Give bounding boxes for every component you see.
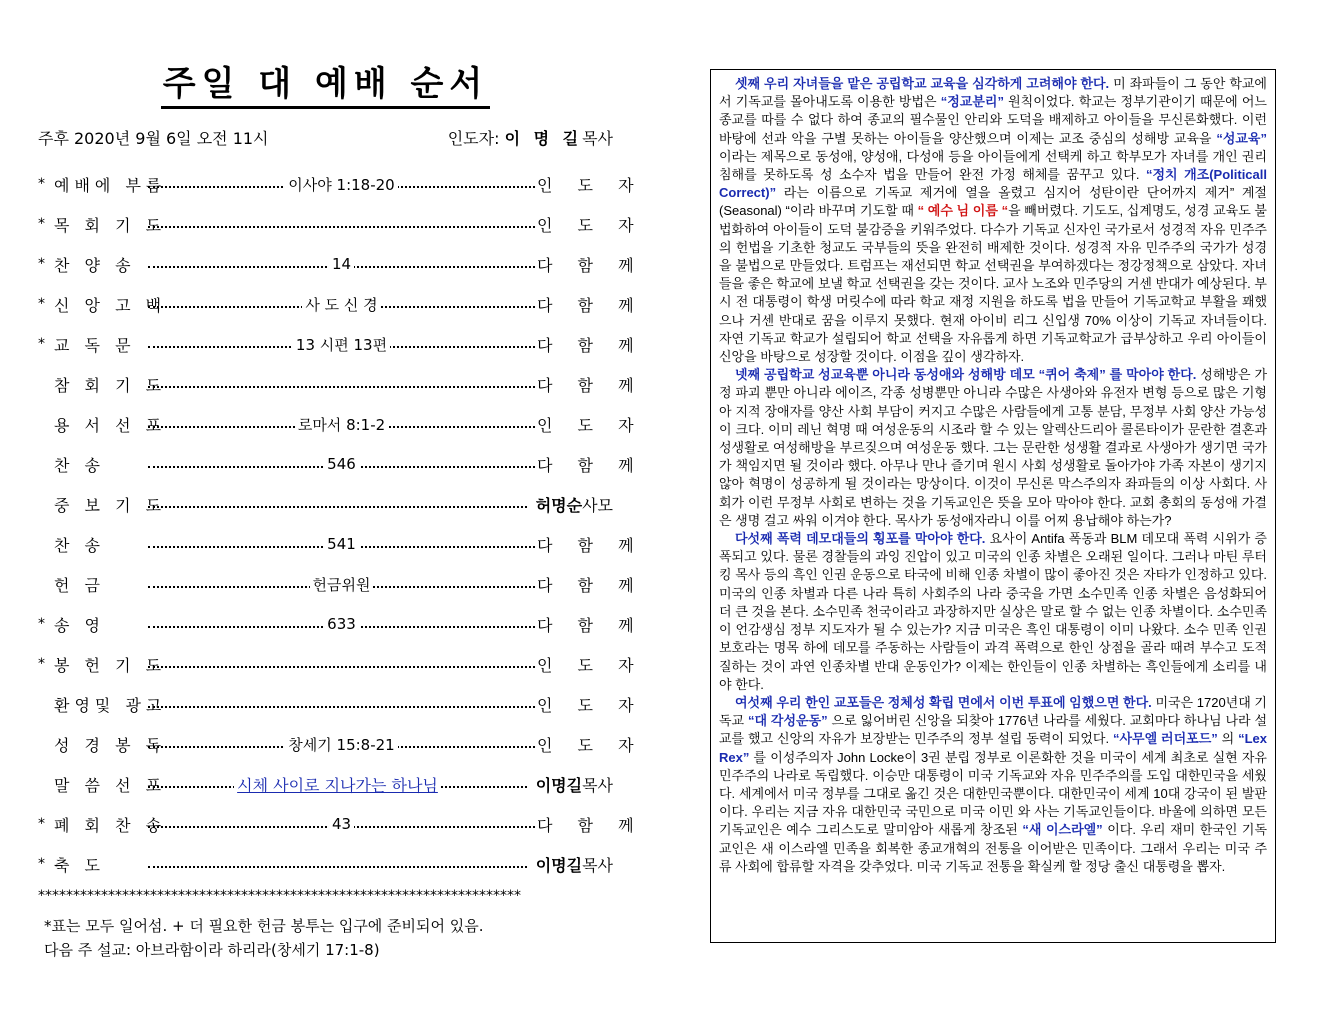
dotted-leader <box>146 814 537 834</box>
order-presenter: 인 도 자 <box>537 655 644 675</box>
order-row <box>38 284 644 324</box>
order-value: 로마서 8:1-2 <box>295 414 388 435</box>
dotted-leader <box>146 374 537 394</box>
leader <box>448 126 613 148</box>
order-row <box>38 204 644 244</box>
dotted-leader <box>146 694 537 714</box>
standing-note: *표는 모두 일어섬. + 더 필요한 헌금 봉투는 입구에 준비되어 있음. <box>44 917 484 935</box>
leader-label: 인도자: <box>447 129 500 148</box>
order-item-label: 봉 헌 기 도 <box>54 655 167 675</box>
dotted-leader <box>146 414 537 434</box>
order-value: 14 <box>329 255 354 273</box>
leader-name: 이 명 길 <box>504 129 583 148</box>
order-row <box>38 804 644 844</box>
order-item-label: 신 앙 고 백 <box>54 295 167 315</box>
dotted-leader <box>146 214 537 234</box>
order-row <box>38 244 644 284</box>
dotted-leader <box>146 614 537 634</box>
worship-order-panel <box>38 62 644 962</box>
order-presenter: 이명길목사 <box>535 855 613 875</box>
order-row <box>38 164 644 204</box>
order-value: 541 <box>324 535 359 553</box>
order-presenter: 다 함 께 <box>537 615 644 635</box>
order-presenter: 허명순사모 <box>535 495 613 515</box>
order-item-label: 헌 금 <box>54 575 105 595</box>
dotted-leader <box>146 294 537 314</box>
order-row <box>38 324 644 364</box>
standing-mark: * <box>38 616 45 632</box>
order-presenter: 인 도 자 <box>537 415 644 435</box>
order-value: 헌금위원 <box>310 574 374 595</box>
dotted-leader <box>146 654 537 674</box>
dotted-leader <box>146 454 537 474</box>
order-presenter: 다 함 께 <box>537 535 644 555</box>
order-presenter: 다 함 께 <box>537 375 644 395</box>
order-value: 13 시편 13편 <box>293 334 390 355</box>
order-presenter: 다 함 께 <box>537 815 644 835</box>
article-paragraph-3: 다섯째 폭력 데모대들의 횡포를 막아야 한다. 요사이 Antifa 폭동과 BLM 데모대 폭력 시위가 증폭되고 있다. 물론 경찰들의 과잉 진압이 있고 미국의 인종 차별은 오래된 일이다. 그러나 마틴 루터 킹 목사 등의 흑인 인권 운동으로 타국에 비해 인종 차별이 많이 좋아진 것은 자타가 인정하고 있다. 미국의 인종 차별과 다른 나라 특히 사회주의 나라 중국을 가면 소수민족 인종 차별은 음성화되어 더 큰 것을 본다. 소수민족 천국이라고 과장하지만 실상은 말로 할 수 없는 인종 차별이다. 소수민족이 언감생심 정부 지도자가 될 수 있는가? 지금 미국은 흑인 대통령이 이미 나왔다. 소수 민족 인권 보호라는 명목 하에 데모를 주동하는 사람들이 과격 폭력으로 한인 상점을 골라 때려 부수고 도적질하는 것이 과연 인종차별 반대 운동인가? 이제는 한인들이 인종 차별하는 흑인들에게 소리를 내야 한다. <box>719 531 1267 692</box>
service-date: 주후 2020년 9월 6일 오전 11시 <box>38 129 269 148</box>
article-paragraph-1: 셋째 우리 자녀들을 맡은 공립학교 교육을 심각하게 고려해야 한다. 미 좌파들이 그 동안 학교에서 기독교를 몰아내도록 이용한 방법은 “정교분리” 원칙이었다. 학교는 정부기관이기 때문에 어느 종교를 따를 수 없다 하여 종교의 필수물인 안리와 도덕을 배제하고 아이들을 무신론화했다. 이런 바탕에 선과 악을 구별 못하는 아이들을 양산했으며 이제는 교조 중심의 성해방 교육을 “성교육” 이라는 제목으로 동성애, 양성애, 다성애 등을 아이들에게 선택케 하고 학부모가 자녀를 개인 권리 침해를 못하도록 성 소수자 법을 만들어 완전 가정 해체를 꿈꾸고 있다. “정치 개조(Politicall Correct)” 라는 이름으로 기독교 제거에 열을 올렸고 심지어 성탄이란 단어까지 제거” 계절(Seasonal) “이라 바꾸며 기도할 때 “ 예수 님 이름 “을 빼버렸다. 기도도, 십계명도, 성경 교육도 불법화하여 아이들이 도덕 불감증을 키워주었다. 다수가 기독교 신자인 국가로서 성경적 자유 민주주의 헌법을 기초한 청교도 국부들의 뜻을 완전히 배제한 것이다. 성경적 자유 민주주의 국가가 성경을 불법으로 만들었다. 트럼프는 재선되면 학교 선택권을 부여하겠다는 정강정책으로 삼았다. 자녀들을 좋은 학교에 보낼 학교 선택권을 갖는 것이다. 교사 노조와 민주당의 거센 반대가 예상된다. 부시 전 대통령이 학생 머릿수에 따라 학교 재정 지원을 하도록 법을 만들어 기독교학교 부활을 꽤했으나 거센 반대로 꿈을 이루지 못했다. 현재 아이비 리그 신입생 70% 이상이 기독교 자녀들이다. 자연 기독교 학교가 설립되어 학교 선택을 자유롭게 하면 기독교학교가 급부상하고 우리 아이들이 신앙을 바탕으로 성장할 것이다. 이점을 깊이 생각하자. <box>719 76 1267 365</box>
standing-mark: * <box>38 856 45 872</box>
order-row <box>38 724 644 764</box>
order-item-label: 찬 송 <box>54 535 105 555</box>
notes <box>38 914 613 962</box>
article-paragraph-4: 여섯째 우리 한인 교포들은 정체성 확립 면에서 이번 투표에 임했으면 한다. 미국은 1720년대 기독교 “대 각성운동” 으로 잃어버린 신앙을 되찾아 1776년 나라를 세웠다. 교회마다 하나님 나라 설교를 했고 신앙의 자유가 보장받는 민주주의 정부 설립 동력이 되었다. “사무엘 러더포드” 의 “Lex Rex” 를 이성주의자 John Locke이 3권 분립 정부로 이론화한 것을 미국이 세계 최초로 실현 자유 민주주의 나라로 독립했다. 이승만 대통령이 미국 기독교와 자유 민주주의를 도입 대한민국을 세웠다. 세계에서 미국 정부를 그대로 옮긴 것은 대한민국뿐이다. 대한민국이 세계 10대 강국이 된 발판이다. 우리는 지금 자유 대한민국 국민으로 미국 이민 와 사는 기독교인들이다. 바울에 의하면 모든 기독교인은 예수 그리스도로 말미암아 새롭게 창조된 “새 이스라엘” 이다. 우리 재미 한국인 기독교인은 새 이스라엘 민족을 회복한 종교개혁의 전통을 이어받은 민족이다. 그래서 우리는 미국 주류 사회에 합류할 자격을 갖추었다. 미국 기독교 전통을 확실케 할 정당 출신 대통령을 뽑자. <box>719 694 1268 874</box>
order-item-label: 용 서 선 포 <box>54 415 167 435</box>
order-presenter: 인 도 자 <box>537 735 644 755</box>
order-row <box>38 844 613 884</box>
order-item-label: 교 독 문 <box>54 335 136 355</box>
order-item-label: 폐 회 찬 송 <box>54 815 167 835</box>
order-row <box>38 524 644 564</box>
order-row <box>38 684 644 724</box>
standing-mark: * <box>38 656 45 672</box>
order-value: 43 <box>329 815 354 833</box>
dotted-leader <box>146 574 537 594</box>
order-item-label: 축 도 <box>54 855 105 875</box>
order-row <box>38 604 644 644</box>
next-sermon-note: 다음 주 설교: 아브라함이라 하리라(창세기 17:1-8) <box>44 941 380 959</box>
order-item-label: 찬 양 송 <box>54 255 136 275</box>
order-row <box>38 444 644 484</box>
standing-mark: * <box>38 256 45 272</box>
date-line <box>38 126 613 148</box>
order-presenter: 인 도 자 <box>537 695 644 715</box>
order-item-label: 참 회 기 도 <box>54 375 167 395</box>
dotted-leader <box>146 334 537 354</box>
order-row <box>38 644 644 684</box>
order-item-label: 목 회 기 도 <box>54 215 167 235</box>
order-item-label: 중 보 기 도 <box>54 495 167 515</box>
order-row <box>38 564 644 604</box>
order-row <box>38 764 613 804</box>
order-presenter: 다 함 께 <box>537 575 644 595</box>
standing-mark: * <box>38 296 45 312</box>
page-title: 주일 대 예배 순서 <box>38 62 613 106</box>
dotted-leader <box>146 254 537 274</box>
order-value: 633 <box>324 615 359 633</box>
order-presenter: 이명길목사 <box>535 775 613 795</box>
order-item-label: 성 경 봉 독 <box>54 735 167 755</box>
order-presenter: 인 도 자 <box>537 215 644 235</box>
dotted-leader <box>146 494 529 514</box>
order-list <box>38 164 644 884</box>
order-presenter: 다 함 께 <box>537 295 644 315</box>
order-presenter: 다 함 께 <box>537 455 644 475</box>
standing-mark: * <box>38 216 45 232</box>
leader-title: 목사 <box>582 129 613 148</box>
star-separator: ********************************************************************* <box>38 888 521 904</box>
sermon-title: 시체 사이로 지나가는 하나님 <box>234 773 441 796</box>
order-presenter: 인 도 자 <box>537 175 644 195</box>
dotted-leader <box>146 174 537 194</box>
standing-mark: * <box>38 816 45 832</box>
order-value: 이사야 1:18-20 <box>285 174 397 195</box>
order-value: 창세기 15:8-21 <box>285 734 397 755</box>
article-box <box>710 69 1276 943</box>
dotted-leader <box>146 774 529 794</box>
order-value: 사 도 신 경 <box>302 294 380 315</box>
order-presenter: 다 함 께 <box>537 335 644 355</box>
order-item-label: 송 영 <box>54 615 105 635</box>
order-value: 546 <box>324 455 359 473</box>
order-row <box>38 404 644 444</box>
dotted-leader <box>146 854 529 874</box>
standing-mark: * <box>38 176 45 192</box>
order-row <box>38 484 613 524</box>
article-paragraph-2: 넷째 공립학교 성교육뿐 아니라 동성애와 성해방 데모 “퀴어 축제” 를 막아야 한다. 성해방은 가정 파괴 뿐만 아니라 에이즈, 각종 성병뿐만 아니라 수많은 사생아와 유전자 변형 등으로 많은 기형아 지적 장애자를 양산 사회 부담이 커지고 수많은 사람들에게 고통 분담, 무정부 사회 양산 가능성이 크다. 이미 레닌 혁명 때 여성운동의 시조라 할 수 있는 알렉산드리아 콜론타이가 문란한 결혼과 성생활로 여성해방을 부르짖으며 여성운동 했다. 그는 문란한 성생활 결과로 사생아가 생기면 국가가 책임지면 될 것이라 했다. 아무나 만나 즐기며 원시 사회 성생활로 돌아가야 가족 자본이 생기지 않아 혁명이 성공하게 될 것이라는 망상이다. 이것이 무신론 막스주의자 좌파들의 이상 사회다. 사회가 이런 무정부 사회로 변하는 것을 기독교인은 뜻을 모아 막아야 한다. 교회 총회의 동성애 가결은 생명 걸고 싸워 이겨야 한다. 목사가 동성애자라니 이를 어찌 용납해야 하는가? <box>719 367 1268 528</box>
order-item-label: 말 씀 선 포 <box>54 775 167 795</box>
order-item-label: 찬 송 <box>54 455 105 475</box>
order-row <box>38 364 644 404</box>
order-item-label: 예배에 부름 <box>54 175 167 195</box>
order-item-label: 환영및 광고 <box>54 695 167 715</box>
dotted-leader <box>146 534 537 554</box>
order-presenter: 다 함 께 <box>537 255 644 275</box>
dotted-leader <box>146 734 537 754</box>
standing-mark: * <box>38 336 45 352</box>
